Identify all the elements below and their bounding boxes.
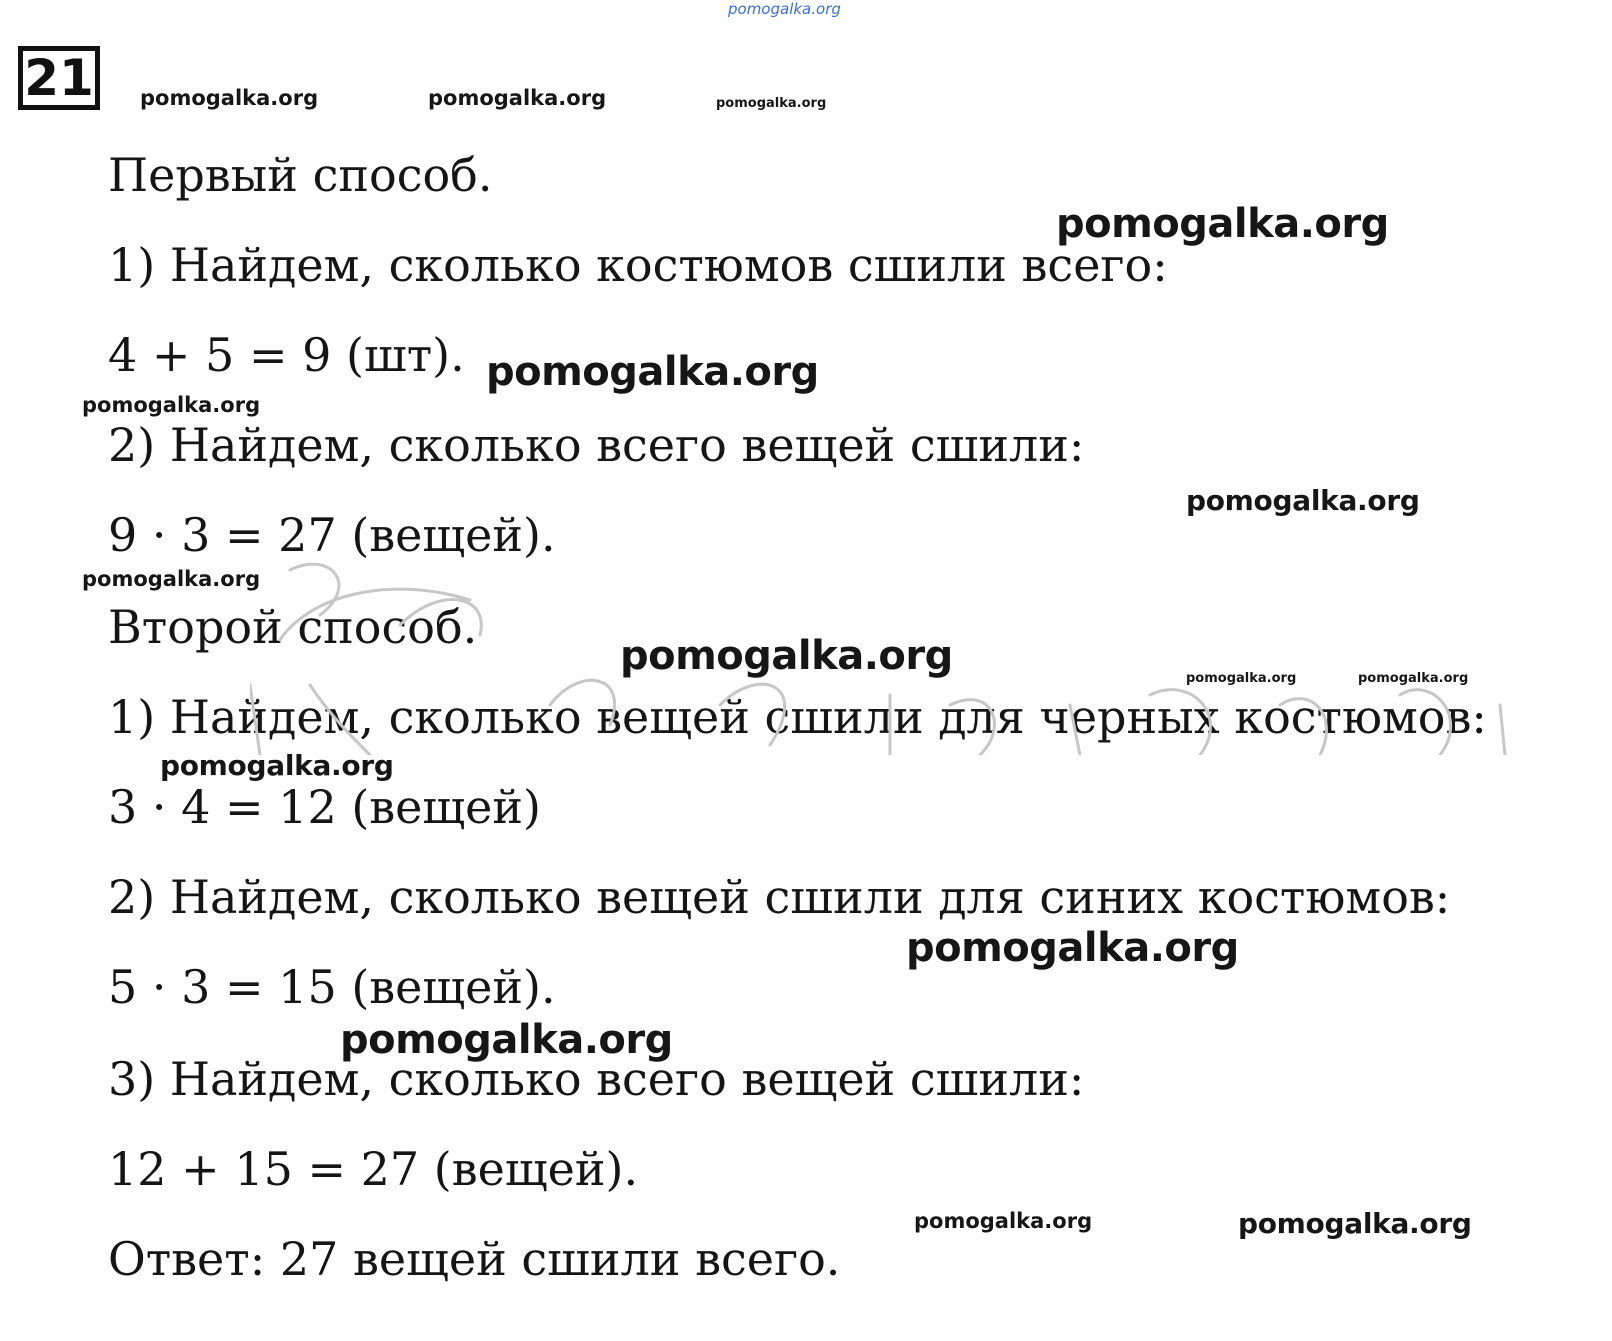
method-1-title: Первый способ. bbox=[108, 148, 493, 202]
watermark-text: pomogalka.org bbox=[716, 96, 827, 111]
problem-number: 21 bbox=[18, 46, 100, 110]
method-2-step-2: 2) Найдем, сколько вещей сшили для синих костюмов: bbox=[108, 870, 1451, 924]
watermark-text: pomogalka.org bbox=[486, 349, 819, 395]
watermark-text: pomogalka.org bbox=[1358, 671, 1469, 686]
watermark-text: pomogalka.org bbox=[906, 925, 1239, 971]
watermark-text: pomogalka.org bbox=[428, 86, 607, 110]
method-2-equation-2: 5 · 3 = 15 (вещей). bbox=[108, 960, 556, 1014]
watermark-text: pomogalka.org bbox=[140, 86, 319, 110]
watermark-text: pomogalka.org bbox=[1238, 1207, 1472, 1240]
watermark-text: pomogalka.org bbox=[1186, 484, 1420, 517]
answer-line: Ответ: 27 вещей сшили всего. bbox=[108, 1232, 841, 1286]
method-2-step-3: 3) Найдем, сколько всего вещей сшили: bbox=[108, 1052, 1085, 1106]
watermark-text: pomogalka.org bbox=[82, 567, 261, 591]
method-1-step-2: 2) Найдем, сколько всего вещей сшили: bbox=[108, 418, 1085, 472]
method-1-equation-1: 4 + 5 = 9 (шт). bbox=[108, 328, 465, 382]
watermark-text: pomogalka.org bbox=[620, 633, 953, 679]
watermark-text: pomogalka.org bbox=[914, 1209, 1093, 1233]
method-2-equation-1: 3 · 4 = 12 (вещей) bbox=[108, 780, 542, 834]
site-logo-watermark: pomogalka.org bbox=[728, 0, 841, 18]
watermark-text: pomogalka.org bbox=[82, 393, 261, 417]
method-2-equation-3: 12 + 15 = 27 (вещей). bbox=[108, 1142, 639, 1196]
method-1-equation-2: 9 · 3 = 27 (вещей). bbox=[108, 508, 556, 562]
watermark-text: pomogalka.org bbox=[1056, 201, 1389, 247]
watermark-text: pomogalka.org bbox=[340, 1017, 673, 1063]
method-2-step-1: 1) Найдем, сколько вещей сшили для черных костюмов: bbox=[108, 690, 1487, 744]
method-2-title: Второй способ. bbox=[108, 600, 478, 654]
method-1-step-1: 1) Найдем, сколько костюмов сшили всего: bbox=[108, 238, 1168, 292]
watermark-text: pomogalka.org bbox=[1186, 671, 1297, 686]
watermark-text: pomogalka.org bbox=[160, 749, 394, 782]
